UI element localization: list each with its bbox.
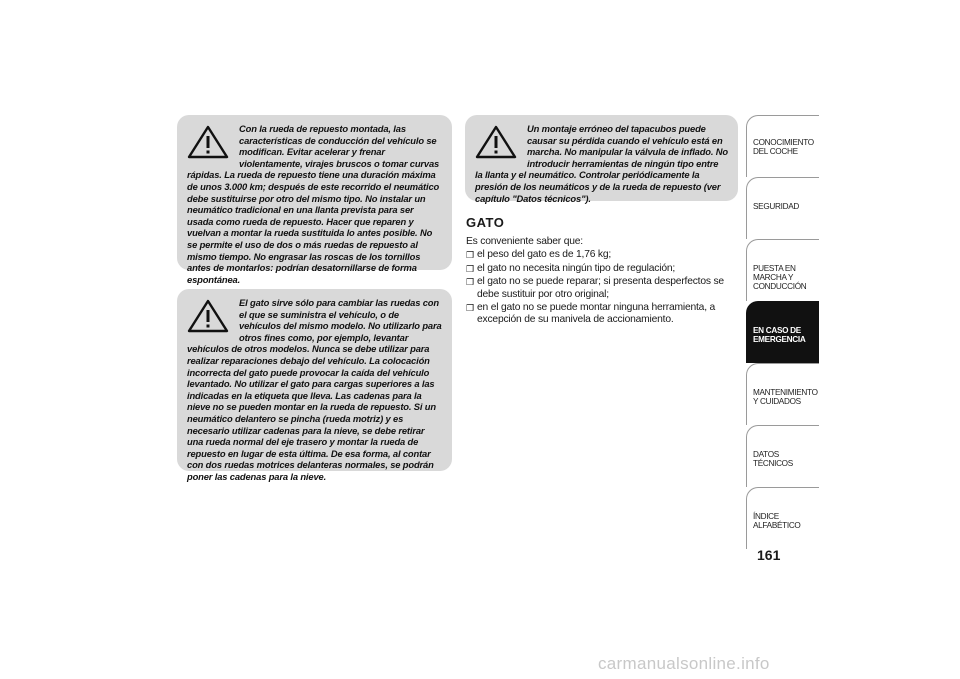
tab-conocimiento-del-coche[interactable]: CONOCIMIENTO DEL COCHE [746,115,819,177]
list-item: ❒ en el gato no se puede montar ninguna herramienta, a excepción de su manivela de accionamiento. [466,302,716,326]
warning-text: Con la rueda de repuesto montada, las características de conducción del vehículo se modifican. Evitar acelerar y frenar violentamente, virajes bruscos o tomar curvas rápidas. La rueda de repuesto tiene una duración máxima de unos 3.000 km; después de este recorrido el neumático debe sustituirse por otro del mismo tipo. No instalar un neumático tradicional en una llanta prevista para ser usada como rueda de repuesto. Hacer que reparen y vuelvan a montar la rueda sustituida lo antes posible. No se permite el uso de dos o más ruedas de repuesto al mismo tiempo. No engrasar las roscas de los tornillos antes de montarlos: podrían desatornillarse de forma espontánea. [187,123,440,285]
watermark: carmanualsonline.info [598,654,770,673]
warning-box-jack [177,289,452,482]
tab-puesta-en-marcha[interactable]: PUESTA EN MARCHA Y CONDUCCIÓN [746,239,819,301]
tab-indice-alfabetico[interactable]: ÍNDICE ALFABÉTICO [746,487,819,549]
warning-triangle-icon [475,125,517,159]
warning-text: Un montaje erróneo del tapacubos puede causar su pérdida cuando el vehículo está en marcha. No manipular la válvula de inflado. No introducir herramientas de ningún tipo entre la llanta y el neumático. Controlar periódicamente la presión de los neumáticos y de la rueda de repuesto (ver capítulo "Datos técnicos"). [475,123,728,204]
warning-triangle-icon [187,125,229,159]
warning-triangle-icon [187,299,229,333]
tab-datos-tecnicos[interactable]: DATOS TÉCNICOS [746,425,819,487]
section-title: GATO [466,215,505,230]
warning-text: El gato sirve sólo para cambiar las ruedas con el que se suministra el vehículo, o de vehículos del mismo modelo. No utilizarlo para otros fines como, por ejemplo, levantar vehículos de otros modelos. Nunca se debe utilizar para realizar reparaciones debajo del vehículo. La colocación incorrecta del gato puede provocar la caída del vehículo levantado. No utilizar el gato para cargas superiores a las indicadas en la etiqueta que lleva. Las cadenas para la nieve no se pueden montar en la rueda de repuesto. Si un neumático delantero se pincha (rueda motriz) y es necesario utilizar cadenas para la nieve, se debe retirar una rueda normal del eje trasero y montar la rueda de repuesto en lugar de esta última. De esa forma, al contar con dos ruedas motrices delanteras normales, se podrán poner las cadenas para la nieve. [187,297,442,482]
list-item: ❒ el gato no se puede reparar; si presenta desperfectos se debe sustituir por otro original; [466,276,724,300]
checkbox-bullet-icon: ❒ [466,250,474,261]
section-intro: Es conveniente saber que: [466,236,583,247]
checkbox-bullet-icon: ❒ [466,303,474,314]
list-item: ❒ el gato no necesita ningún tipo de regulación; [466,262,676,274]
warning-box-spare-wheel [177,115,452,285]
list-item: ❒ el peso del gato es de 1,76 kg; [466,249,612,261]
page-number: 161 [757,547,781,563]
section-body [466,236,736,328]
warning-box-hubcap [465,115,738,204]
tab-en-caso-de-emergencia[interactable]: EN CASO DE EMERGENCIA [746,301,819,363]
tab-seguridad[interactable]: SEGURIDAD [746,177,819,239]
checkbox-bullet-icon: ❒ [466,277,474,288]
bullet-list [466,249,736,326]
tab-mantenimiento[interactable]: MANTENIMIENTO Y CUIDADOS [746,363,819,425]
chapter-tabs [746,115,819,549]
checkbox-bullet-icon: ❒ [466,263,474,274]
